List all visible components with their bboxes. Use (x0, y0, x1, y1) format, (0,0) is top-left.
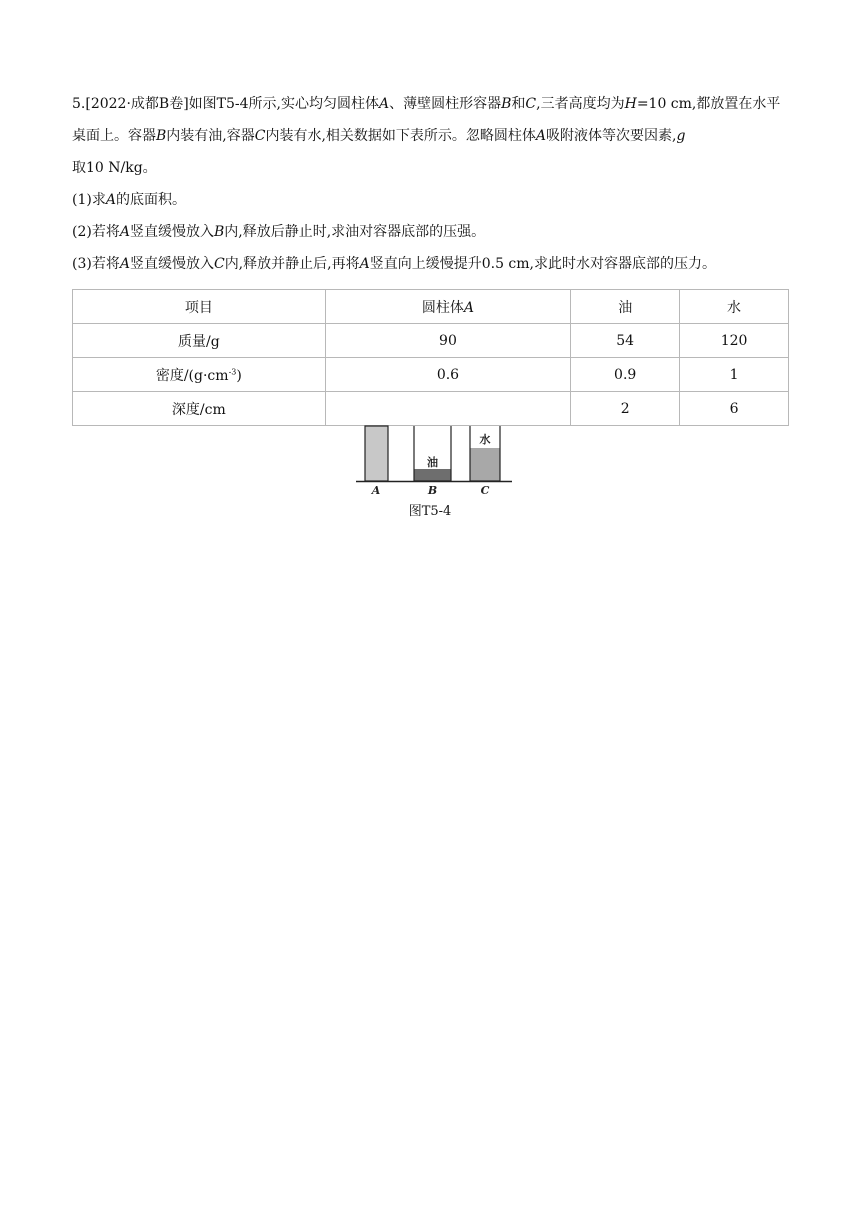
header-cylinder (325, 290, 571, 324)
question-1 (72, 184, 790, 216)
q1-text: (1)求 (72, 192, 106, 208)
stem-text: 内装有水,相关数据如下表所示。忽略圆柱体 (265, 128, 536, 144)
problem-stem (72, 88, 790, 184)
stem-text: 如图T5-4所示,实心均匀圆柱体 (188, 96, 379, 112)
var-b: B (501, 96, 512, 112)
table-header-row (73, 290, 789, 324)
figure-label-c: C (480, 484, 490, 497)
cell-cylinder-depth (325, 392, 571, 426)
var-a: A (119, 256, 130, 272)
q2-text: 竖直缓慢放入 (129, 224, 214, 240)
q3-text: 竖直向上缓慢提升0.5 cm,求此时水对容器底部的压力。 (369, 256, 716, 272)
q3-text: (3)若将 (72, 256, 120, 272)
oil-liquid (414, 469, 451, 481)
table-row (73, 324, 789, 358)
var-b: B (156, 128, 167, 144)
var-c: C (525, 96, 537, 112)
q3-text: 竖直缓慢放入 (129, 256, 214, 272)
header-item: 项目 (73, 290, 326, 324)
data-table (72, 289, 789, 426)
stem-text: 取10 N/kg。 (72, 160, 157, 176)
stem-text: =10 cm,都放置在水平桌面上。容器 (72, 96, 781, 144)
row-label-density (73, 358, 326, 392)
problem-source: [2022·成都B卷] (85, 96, 189, 112)
water-liquid (470, 448, 500, 481)
var-c: C (213, 256, 225, 272)
var-a: A (535, 128, 547, 144)
figure-label-a: A (371, 484, 381, 497)
var-h: H (624, 96, 637, 112)
oil-label: 油 (427, 456, 438, 469)
density-label-text: ) (236, 367, 242, 384)
row-label-depth: 深度/cm (73, 392, 326, 426)
var-g: g (676, 128, 686, 144)
stem-text: 内装有油,容器 (166, 128, 255, 144)
var-a: A (379, 96, 390, 112)
cell-oil-depth: 2 (571, 392, 680, 426)
stem-text: 吸附液体等次要因素, (546, 128, 677, 144)
cell-cylinder-mass: 90 (325, 324, 571, 358)
cell-cylinder-density: 0.6 (325, 358, 571, 392)
q2-text: 内,释放后静止时,求油对容器底部的压强。 (224, 224, 486, 240)
var-a: A (463, 299, 475, 316)
q2-text: (2)若将 (72, 224, 120, 240)
var-a: A (105, 192, 116, 208)
cell-water-density: 1 (680, 358, 789, 392)
header-cylinder-label: 圆柱体 (421, 299, 464, 316)
q3-text: 内,释放并静止后,再将 (224, 256, 360, 272)
q1-text: 的底面积。 (115, 192, 186, 208)
table-row (73, 358, 789, 392)
cell-oil-mass: 54 (571, 324, 680, 358)
figure-t5-4 (356, 424, 516, 498)
figure-label-b: B (427, 484, 438, 497)
density-label-text: 密度/(g·cm (155, 367, 229, 384)
cylinder-a (365, 426, 388, 481)
stem-text: ,三者高度均为 (536, 96, 625, 112)
cell-water-mass: 120 (680, 324, 789, 358)
problem-block (72, 88, 790, 280)
cell-water-depth: 6 (680, 392, 789, 426)
stem-text: 、薄壁圆柱形容器 (389, 96, 502, 112)
water-label: 水 (479, 433, 491, 446)
figure-diagram (356, 424, 516, 498)
cell-oil-density: 0.9 (571, 358, 680, 392)
var-b: B (213, 224, 225, 240)
var-c: C (254, 128, 266, 144)
header-oil: 油 (571, 290, 680, 324)
density-exponent: -3 (228, 366, 237, 376)
var-a: A (359, 256, 370, 272)
question-2 (72, 216, 790, 248)
var-a: A (119, 224, 130, 240)
stem-text: 和 (511, 96, 526, 112)
problem-number: 5. (72, 96, 86, 112)
table-row (73, 392, 789, 426)
header-water: 水 (680, 290, 789, 324)
question-3 (72, 248, 790, 280)
figure-caption: 图T5-4 (408, 504, 452, 519)
row-label-mass: 质量/g (73, 324, 326, 358)
